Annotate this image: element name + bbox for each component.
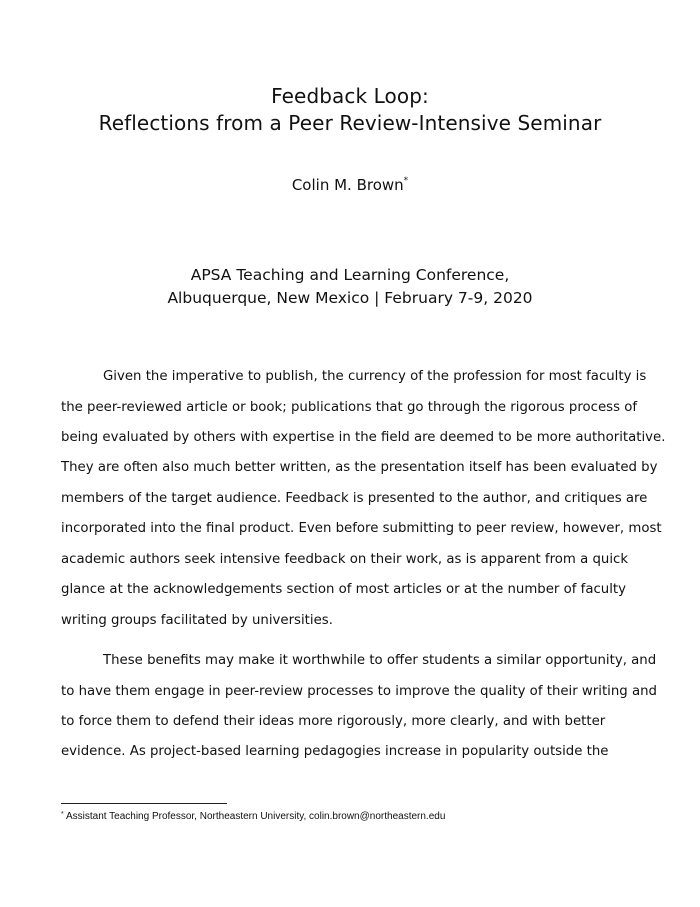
body-line: members of the target audience. Feedback is presented to the author, and critiques are (61, 491, 648, 506)
body-line: the peer-reviewed article or book; publications that go through the rigorous process of (61, 400, 638, 415)
conference-name: APSA Teaching and Learning Conference, (190, 266, 510, 284)
body-line: to have them engage in peer-review processes to improve the quality of their writing and (61, 684, 657, 699)
author-name: Colin M. Brown (291, 176, 404, 194)
footnote-marker: * (61, 811, 64, 818)
paper-title-line-1: Feedback Loop: (271, 84, 429, 108)
footnote-text: Assistant Teaching Professor, Northeastern University, colin.brown@northeastern.edu (65, 811, 446, 822)
body-line: academic authors seek intensive feedback on their work, as is apparent from a quick (61, 552, 629, 567)
body-line: being evaluated by others with expertise in the field are deemed to be more authoritative. (61, 430, 666, 445)
body-line: glance at the acknowledgements section of most articles or at the number of faculty (61, 582, 626, 597)
body-line: incorporated into the final product. Even before submitting to peer review, however, most (61, 521, 662, 536)
paper-title-line-2: Reflections from a Peer Review-Intensive Seminar (98, 111, 602, 135)
body-line: Given the imperative to publish, the currency of the profession for most faculty is (103, 369, 647, 384)
body-line: These benefits may make it worthwhile to offer students a similar opportunity, and (103, 653, 657, 668)
author-line (0, 175, 700, 195)
footnote (61, 810, 445, 824)
conference-location-date: Albuquerque, New Mexico | February 7-9, 2020 (167, 289, 533, 307)
body-line: They are often also much better written, as the presentation itself has been evaluated by (61, 460, 658, 475)
body-line: to force them to defend their ideas more rigorously, more clearly, and with better (61, 714, 606, 729)
footnote-separator (61, 803, 227, 804)
body-line: evidence. As project-based learning pedagogies increase in popularity outside the (61, 744, 609, 759)
body-line: writing groups facilitated by universities. (61, 613, 333, 628)
author-footnote-marker: * (403, 176, 409, 186)
